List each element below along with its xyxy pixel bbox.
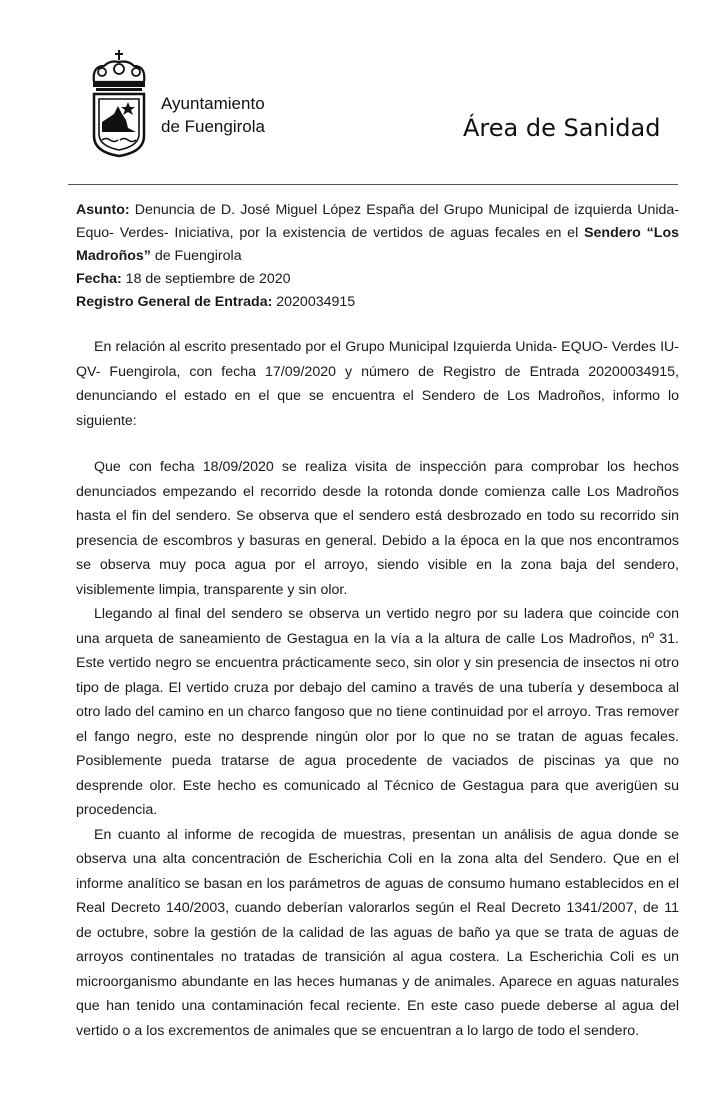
subject-label: Asunto: <box>76 202 130 218</box>
organization-name-line1: Ayuntamiento <box>161 94 265 113</box>
paragraph-intro: En relación al escrito presentado por el Grupo Municipal Izquierda Unida- EQUO- Verdes IU-QV- Fuengirola, con fecha 17/09/2020 y número de Registro de Entrada 20200034915, denunciando el estado en el que se encuentra el Sendero de Los Madroños, informo lo siguiente: <box>76 339 679 429</box>
header-divider <box>68 184 678 185</box>
date-value: 18 de septiembre de 2020 <box>121 271 291 287</box>
organization-name-line2: de Fuengirola <box>161 117 265 136</box>
organization-name <box>161 92 265 138</box>
subject-text-start: Denuncia de D. José Miguel López España del Grupo Municipal de izquierda Unida-Equo- Verdes- Iniciativa, por la existencia de vertidos de aguas fecales en el <box>76 202 679 241</box>
date-line <box>76 268 679 291</box>
paragraph-inspection: Que con fecha 18/09/2020 se realiza visita de inspección para comprobar los hechos denunciados empezando el recorrido desde la rotonda donde comienza calle Los Madroños hasta el fin del sendero. Se observa que el sendero está desbrozado en todo su recorrido sin presencia de escombros y basuras en general. Debido a la época en la que nos encontramos se observa muy poca agua por el arroyo, siendo visible en la zona baja del sendero, visiblemente limpia, transparente y sin olor. <box>76 459 679 598</box>
document-body <box>76 199 679 1043</box>
registry-label: Registro General de Entrada: <box>76 294 273 310</box>
document-metadata <box>76 199 679 314</box>
department-title: Área de Sanidad <box>463 114 661 142</box>
date-label: Fecha: <box>76 271 122 287</box>
report-text <box>76 335 679 1043</box>
subject-line <box>76 199 679 268</box>
paragraph-discharge: Llegando al final del sendero se observa un vertido negro por su ladera que coincide con una arqueta de saneamiento de Gestagua en la vía a la altura de calle Los Madroños, nº 31. Este vertido negro se encuentra prácticamente seco, sin olor y sin presencia de insectos ni otro tipo de plaga. El vertido cruza por debajo del camino a través de una tubería y desemboca al otro lado del camino en un charco fangoso que no tiene continuidad por el arroyo. Tras remover el fango negro, este no desprende ningún olor por lo que no se tratan de aguas fecales. Posiblemente pueda tratarse de agua procedente de vaciados de piscinas ya que no desprende olor. Este hecho es comunicado al Técnico de Gestagua para que averigüen su procedencia. <box>76 606 679 818</box>
registry-line <box>76 291 679 314</box>
subject-text-end: de Fuengirola <box>150 248 242 264</box>
fuengirola-coat-of-arms-logo <box>88 48 150 158</box>
paragraph-samples: En cuanto al informe de recogida de muestras, presentan un análisis de agua donde se observa una alta concentración de Escherichia Coli en la zona alta del Sendero. Que en el informe analítico se basan en los parámetros de aguas de consumo humano establecidos en el Real Decreto 140/2003, cuando deberían valorarlos según el Real Decreto 1341/2007, de 11 de octubre, sobre la gestión de la calidad de las aguas de baño ya que se trata de aguas de arroyos continentales no tratadas de transición al agua costera. La Escherichia Coli es un microorganismo abundante en las heces humanas y de animales. Aparece en aguas naturales que han tenido una contaminación fecal reciente. En este caso puede deberse al agua del vertido o a los excrementos de animales que se encuentran a lo largo de todo el sendero. <box>76 826 679 1039</box>
registry-value: 2020034915 <box>272 294 356 310</box>
subject-trail-name: Sendero “Los Madroños” <box>76 225 679 264</box>
